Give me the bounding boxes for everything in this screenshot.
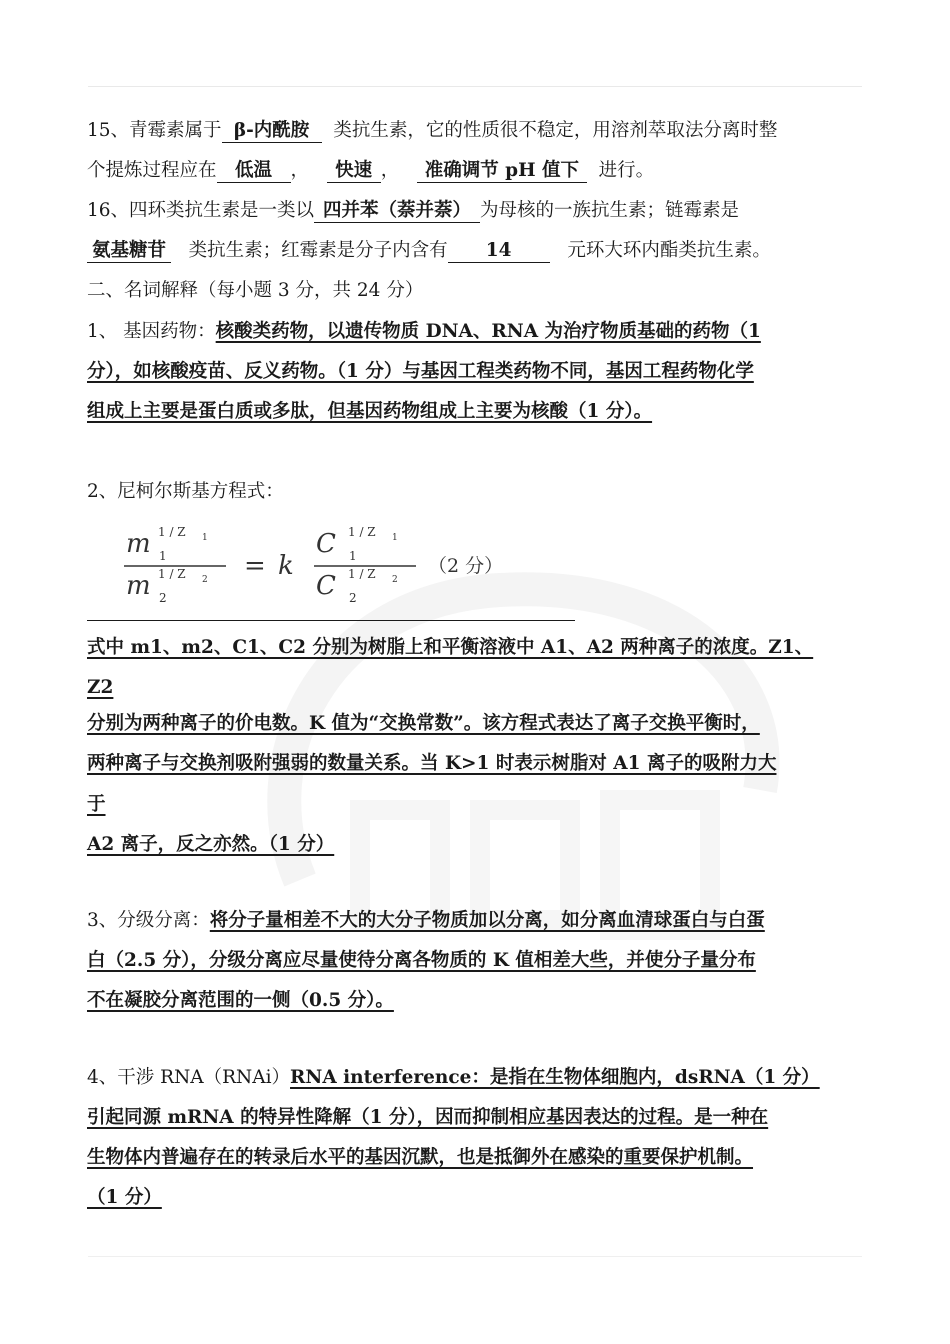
term3-line1 xyxy=(87,908,765,934)
term3-answer: 不在凝胶分离范围的一侧（0.5 分）。 xyxy=(87,990,394,1011)
term4-label: 4、干涉 RNA（RNAi） xyxy=(87,1067,291,1088)
term2-answer: 分别为两种离子的价电数。K 值为“交换常数”。该方程式表达了离子交换平衡时， xyxy=(87,713,760,734)
formula-sub2: 2 xyxy=(349,591,357,605)
footer-rule xyxy=(88,1256,862,1257)
term4-answer: 生物体内普遍存在的转录后水平的基因沉默，也是抵御外在感染的重要保护机制。 xyxy=(87,1147,754,1168)
q15-text: 15、青霉素属于 xyxy=(87,120,222,141)
q15-blank-3: 快速 xyxy=(327,160,381,183)
q16-line1 xyxy=(87,198,739,224)
formula-exp2: 1 / Z xyxy=(348,567,376,581)
q16-blank-2: 氨基糖苷 xyxy=(87,240,171,263)
term3-answer: 白（2.5 分），分级分离应尽量使待分离各物质的 K 值相差大些，并使分子量分布 xyxy=(87,950,756,971)
formula-sub1: 1 xyxy=(349,549,357,563)
term1-answer: 核酸类药物，以遗传物质 DNA、RNA 为治疗物质基础的药物（1 xyxy=(215,321,761,342)
section-title: 二、名词解释（每小题 3 分，共 24 分） xyxy=(87,280,424,301)
term1-label: 1、 基因药物： xyxy=(87,321,216,342)
term2-label: 2、尼柯尔斯基方程式： xyxy=(87,481,284,502)
formula-z1: 1 xyxy=(202,533,208,543)
term1-answer: 组成上主要是蛋白质或多肽，但基因药物组成上主要为核酸（1 分）。 xyxy=(87,401,653,422)
q16-text: 16、四环类抗生素是一类以 xyxy=(87,200,315,221)
formula-exp1: 1 / Z xyxy=(158,525,186,539)
q15-blank-1: β-内酰胺 xyxy=(222,120,322,143)
q15-blank-2: 低温 xyxy=(217,160,291,183)
q16-text: 元环大环内酯类抗生素。 xyxy=(567,240,771,261)
q16-blank-1: 四并苯（萘并萘） xyxy=(314,200,480,223)
q15-blank-4: 准确调节 pH 值下 xyxy=(417,160,587,183)
formula-c2: C xyxy=(316,571,336,601)
q15-line2 xyxy=(87,158,654,184)
term4-answer: （1 分） xyxy=(87,1187,162,1208)
formula-sub2: 2 xyxy=(159,591,167,605)
q15-sep: ， xyxy=(290,160,310,181)
q16-line2 xyxy=(87,238,771,264)
formula-underline xyxy=(87,620,575,621)
q15-line1 xyxy=(87,118,777,144)
formula-exp2: 1 / Z xyxy=(158,567,186,581)
term2-answer: 于 xyxy=(87,794,106,815)
formula-c1: C xyxy=(316,529,336,559)
formula-points: （2 分） xyxy=(428,555,504,577)
q15-text: 类抗生素，它的性质很不稳定，用溶剂萃取法分离时整 xyxy=(333,120,778,141)
q15-sep: ， xyxy=(380,160,400,181)
formula-k: k xyxy=(278,551,294,581)
q16-text: 类抗生素；红霉素是分子内含有 xyxy=(188,240,448,261)
q16-text: 为母核的一族抗生素；链霉素是 xyxy=(480,200,740,221)
formula-z2: 2 xyxy=(202,575,208,585)
term4-answer: RNA interference：是指在生物体细胞内，dsRNA（1 分） xyxy=(290,1067,820,1088)
term3-answer: 将分子量相差不大的大分子物质加以分离，如分离血清球蛋白与白蛋 xyxy=(209,910,765,931)
q15-text: 个提炼过程应在 xyxy=(87,160,217,181)
q16-blank-3: 14 xyxy=(448,240,550,263)
header-rule xyxy=(88,86,862,87)
term1-line1 xyxy=(87,319,761,345)
term1-answer: 分），如核酸疫苗、反义药物。（1 分）与基因工程类药物不同，基因工程药物化学 xyxy=(87,361,754,382)
term3-label: 3、分级分离： xyxy=(87,910,210,931)
formula-z2: 2 xyxy=(392,575,398,585)
term4-line1 xyxy=(87,1065,820,1091)
term2-answer: Z2 xyxy=(87,677,114,698)
term2-answer: A2 离子，反之亦然。（1 分） xyxy=(87,834,335,855)
term4-answer: 引起同源 mRNA 的特异性降解（1 分），因而抑制相应基因表达的过程。是一种在 xyxy=(87,1107,769,1128)
term2-answer: 两种离子与交换剂吸附强弱的数量关系。当 K>1 时表示树脂对 A1 离子的吸附力大 xyxy=(87,753,777,774)
nikolsky-equation xyxy=(118,520,538,610)
q15-text: 进行。 xyxy=(598,160,655,181)
formula-eq: = xyxy=(244,551,266,581)
formula-m2: m xyxy=(126,571,151,601)
formula-sub1: 1 xyxy=(159,549,167,563)
term2-answer: 式中 m1、m2、C1、C2 分别为树脂上和平衡溶液中 A1、A2 两种离子的浓度。Z1、 xyxy=(87,637,814,658)
formula-z1: 1 xyxy=(392,533,398,543)
formula-exp1: 1 / Z xyxy=(348,525,376,539)
formula-m1: m xyxy=(126,529,151,559)
